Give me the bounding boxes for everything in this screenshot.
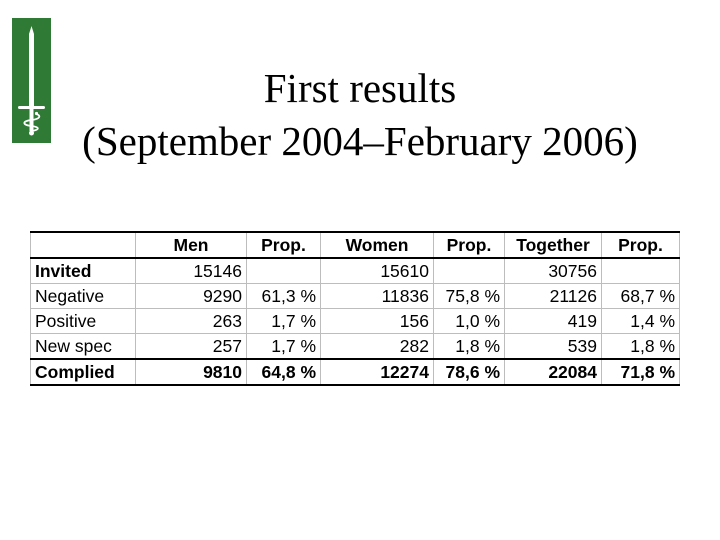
row-label: Negative [31, 284, 136, 309]
header-cell: Prop. [434, 232, 505, 258]
row-label: Positive [31, 309, 136, 334]
table-cell: 21126 [505, 284, 602, 309]
table-cell: 282 [321, 334, 434, 360]
table-cell: 75,8 % [434, 284, 505, 309]
table-row [31, 309, 680, 334]
table-cell: 1,4 % [602, 309, 680, 334]
table-cell: 68,7 % [602, 284, 680, 309]
row-label: New spec [31, 334, 136, 360]
table-header-row [31, 232, 680, 258]
header-cell: Women [321, 232, 434, 258]
table-row [31, 359, 680, 385]
table-cell: 15146 [136, 258, 247, 284]
table-cell: 15610 [321, 258, 434, 284]
table-cell: 30756 [505, 258, 602, 284]
header-cell: Prop. [247, 232, 321, 258]
header-cell: Men [136, 232, 247, 258]
table-cell: 12274 [321, 359, 434, 385]
table-cell: 1,7 % [247, 334, 321, 360]
table-cell [247, 258, 321, 284]
slide-subtitle: (September 2004–February 2006) [82, 118, 638, 164]
table-cell: 156 [321, 309, 434, 334]
table-cell: 539 [505, 334, 602, 360]
slide-title: First results [263, 65, 457, 111]
table-cell: 64,8 % [247, 359, 321, 385]
table-cell: 419 [505, 309, 602, 334]
table-cell: 1,7 % [247, 309, 321, 334]
table-row [31, 258, 680, 284]
table-cell: 22084 [505, 359, 602, 385]
table-cell [434, 258, 505, 284]
table-cell: 257 [136, 334, 247, 360]
table-row [31, 334, 680, 360]
header-cell: Together [505, 232, 602, 258]
table-cell: 9290 [136, 284, 247, 309]
results-table [30, 231, 680, 386]
table-row [31, 284, 680, 309]
table-cell [602, 258, 680, 284]
table-cell: 11836 [321, 284, 434, 309]
table-cell: 1,8 % [602, 334, 680, 360]
row-label: Invited [31, 258, 136, 284]
table-cell: 263 [136, 309, 247, 334]
table-cell: 1,0 % [434, 309, 505, 334]
table-cell: 9810 [136, 359, 247, 385]
table-cell: 78,6 % [434, 359, 505, 385]
header-cell [31, 232, 136, 258]
row-label: Complied [31, 359, 136, 385]
header-cell: Prop. [602, 232, 680, 258]
table-cell: 1,8 % [434, 334, 505, 360]
table-cell: 61,3 % [247, 284, 321, 309]
table-cell: 71,8 % [602, 359, 680, 385]
